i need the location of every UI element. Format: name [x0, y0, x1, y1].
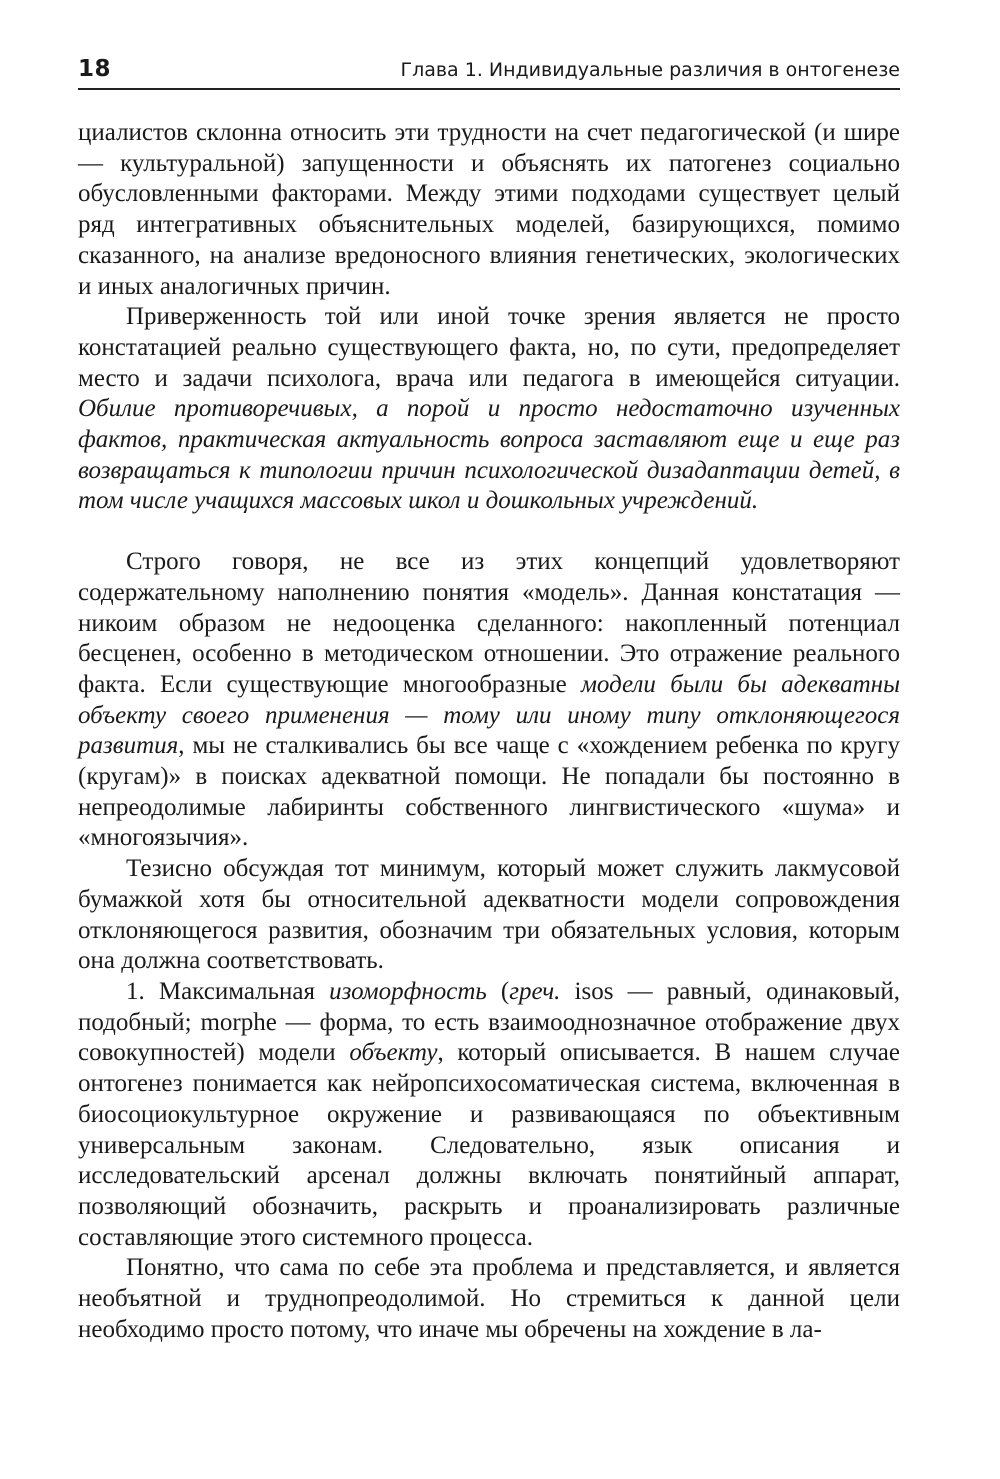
text-segment: циалистов склонна относить эти трудности на счет педагогической (и шире — культуральной) запущенности и объяснять их патогенез социально обусловленными факторами. Между этими подходами существует целый ряд интегративных объяснительных моделей, базирующихся, помимо сказанного, на анализе вредоносного влияния генетических, экологических и иных аналогичных причин. — [78, 119, 900, 300]
italic-segment: греч. — [509, 977, 561, 1005]
text-segment: isos — равный, одинаковый, подобный; morphe — форма, то есть взаимооднозначное отображение двух совокупностей) модели — [78, 977, 900, 1067]
page-number: 18 — [78, 56, 112, 82]
text-segment: Приверженность той или иной точке зрения является не просто констатацией реально существующего факта, но, по сути, предопределяет место и задачи психолога, врача или педагога в имеющейся ситуации. — [78, 303, 900, 392]
text-segment: , который описывается. В нашем случае онтогенез понимается как нейропсихосоматическая система, включенная в биосоциокультурное окружение и развивающаяся по объективным универсальным законам. Следовательно, язык описания и исследовательский арсенал должны включать понятийный аппарат, позволяющий обозначить, раскрыть и проанализировать различные составляющие этого системного процесса. — [78, 1039, 901, 1251]
text-segment: ( — [486, 977, 510, 1005]
paragraph — [78, 1253, 900, 1345]
text-segment: , мы не сталкивались бы все чаще с «хождением ребенка по кругу (кругам)» в поисках адекватной помощи. Не попадали бы постоянно в непреодолимые лабиринты собственного лингвистического «шума» и «многоязычия». — [78, 732, 900, 852]
italic-segment: Обилие противоречивых, а порой и просто недостаточно изученных фактов, практическая актуальность вопроса заставляют еще и еще раз возвращаться к типологии причин психологической дизадаптации детей, в том числе учащихся массовых школ и дошкольных учреждений. — [78, 395, 900, 515]
italic-segment: изоморфность — [329, 977, 487, 1005]
chapter-title: Глава 1. Индивидуальные различия в онтогенезе — [400, 59, 900, 81]
body-text — [78, 118, 900, 1345]
paragraph-continued — [78, 118, 900, 302]
italic-segment: модели были бы адекватны объекту своего применения — тому или иному типу отклоняющегося развития — [78, 670, 900, 760]
italic-segment: объекту — [349, 1039, 438, 1067]
paragraph — [78, 547, 900, 854]
paragraph — [78, 854, 900, 977]
paragraph — [78, 977, 900, 1253]
paragraph — [78, 302, 900, 517]
text-segment: Понятно, что сама по себе эта проблема и представляется, и является необъятной и труднопреодолимой. Но стремиться к данной цели необходимо просто потому, что иначе мы обречены на хождение в ла- — [78, 1254, 900, 1343]
text-segment: Строго говоря, не все из этих концепций удовлетворяют содержательному наполнению понятия «модель». Данная констатация — никоим образом не недооценка сделанного: накопленный потенциал бесценен, особенно в методическом отношении. Это отражение реального факта. Если существующие многообразные — [78, 548, 900, 698]
text-segment: 1. Максимальная — [126, 977, 330, 1005]
running-header — [78, 52, 900, 90]
text-segment: Тезисно обсуждая тот минимум, который может служить лакмусовой бумажкой хотя бы относительной адекватности модели сопровождения отклоняющегося развития, обозначим три обязательных условия, которым она должна соответствовать. — [78, 855, 900, 975]
